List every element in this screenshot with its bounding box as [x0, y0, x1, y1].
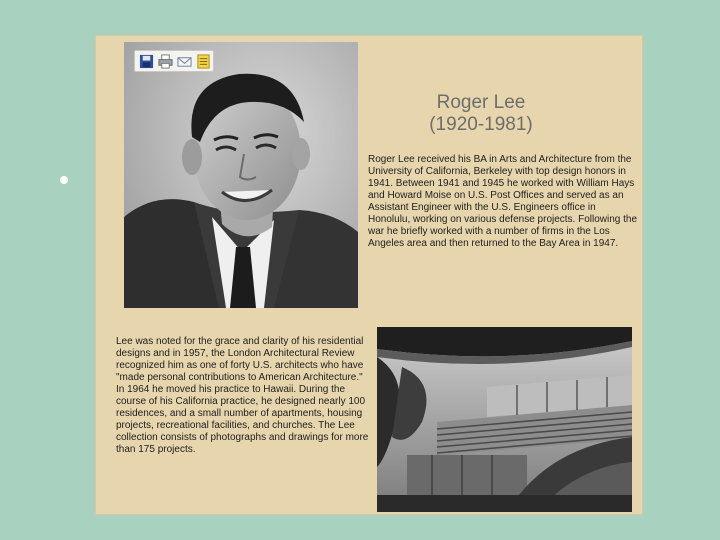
bio-paragraph-2: Lee was noted for the grace and clarity of his residential designs and in 1957, the London Architectural Review recognized him as one of forty U.S. architects who have "made personal contributions to American Architecture." In 1964 he moved his practice to Hawaii. During the course of his California practice, he designed nearly 100 residences, and a small number of apartments, housing projects, recreational facilities, and churches. The Lee collection consists of photographs and drawings for more than 175 projects. [116, 336, 369, 455]
bio-paragraph-1: Roger Lee received his BA in Arts and Architecture from the University of California, Berkeley with top design honors in 1941. Between 1941 and 1945 he worked with William Hays and Howard Moise on U.S. Post Offices and served as an Assistant Engineer with the U.S. Engineers office in Honolulu, working on various defense projects. Following the war he briefly worked with a number of firms in the Los Angeles area and then returned to the Bay Area in 1947. [368, 154, 638, 249]
portrait-photo [124, 42, 358, 308]
architect-name-heading [396, 92, 566, 136]
email-icon[interactable] [177, 54, 192, 69]
content-panel [96, 36, 642, 514]
house-photo [377, 327, 632, 512]
architect-years: (1920-1981) [429, 114, 533, 135]
print-icon[interactable] [158, 54, 173, 69]
architect-name: Roger Lee [436, 92, 526, 113]
slide-bullet [60, 176, 68, 184]
image-toolbar [134, 50, 214, 72]
notes-icon[interactable] [196, 54, 211, 69]
save-icon[interactable] [139, 54, 154, 69]
